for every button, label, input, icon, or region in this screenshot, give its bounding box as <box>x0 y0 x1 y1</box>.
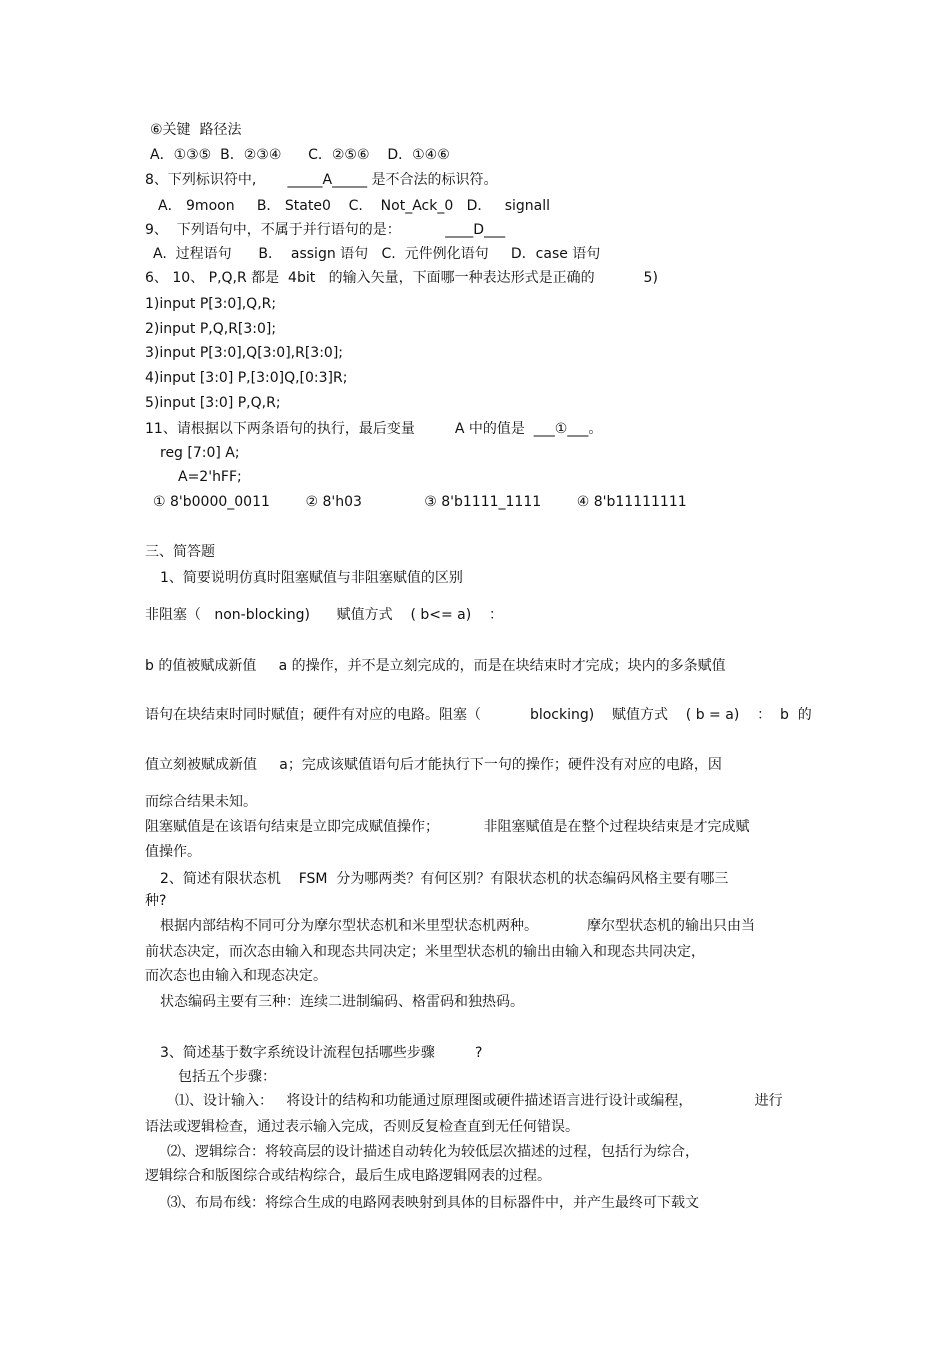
text-line: 11、请根据以下两条语句的执行，最后变量 A 中的值是 ___①___。 <box>145 421 603 437</box>
text-line: 8、下列标识符中, _____A_____ 是不合法的标识符。 <box>145 172 498 188</box>
question-line: 3、简述基于数字系统设计流程包括哪些步骤 ? <box>160 1045 483 1061</box>
text-line: 而次态也由输入和现态决定。 <box>145 968 327 984</box>
text-line: b 的值被赋成新值 a 的操作，并不是立刻完成的，而是在块结束时才完成；块内的多条赋值 <box>145 658 726 674</box>
text-line: 值操作。 <box>145 844 201 860</box>
text-line: 3)input P[3:0],Q[3:0],R[3:0]; <box>145 345 344 361</box>
text-line: 语法或逻辑检查，通过表示输入完成，否则反复检查直到无任何错误。 <box>145 1119 579 1135</box>
question-line: 2、简述有限状态机 FSM 分为哪两类？有何区别？有限状态机的状态编码风格主要有哪三 <box>160 871 729 887</box>
text-line: 状态编码主要有三种：连续二进制编码、格雷码和独热码。 <box>160 994 524 1010</box>
text-line: 包括五个步骤： <box>178 1069 276 1085</box>
text-line: ⑥关键 路径法 <box>150 122 242 138</box>
text-line: reg [7:0] A; <box>160 445 240 461</box>
question-line: 1、简要说明仿真时阻塞赋值与非阻塞赋值的区别 <box>160 570 463 586</box>
text-line: 逻辑综合和版图综合或结构综合，最后生成电路逻辑网表的过程。 <box>145 1168 551 1184</box>
text-line: ⑶、布局布线：将综合生成的电路网表映射到具体的目标器件中，并产生最终可下载文 <box>167 1195 699 1211</box>
text-line: ⑵、逻辑综合：将较高层的设计描述自动转化为较低层次描述的过程，包括行为综合， <box>167 1144 699 1160</box>
text-line: 非阻塞（ non-blocking) 赋值方式 ( b<= a) ： <box>145 607 504 623</box>
text-line: 6、 10、 P,Q,R 都是 4bit 的输入矢量，下面哪一种表达形式是正确的 5) <box>145 270 658 286</box>
text-line: ① 8'b0000_0011 ② 8'h03 ③ 8'b1111_1111 ④ 8'b11111111 <box>153 494 687 510</box>
text-line: 语句在块结束时同时赋值；硬件有对应的电路。阻塞（ blocking) 赋值方式 ( b = a) ： b 的 <box>145 707 812 723</box>
text-line: 阻塞赋值是在该语句结束是立即完成赋值操作； 非阻塞赋值是在整个过程块结束是才完成赋 <box>145 819 750 835</box>
text-line: 前状态决定，而次态由输入和现态共同决定；米里型状态机的输出由输入和现态共同决定， <box>145 944 705 960</box>
text-line: 1)input P[3:0],Q,R; <box>145 296 277 312</box>
text-line: 2)input P,Q,R[3:0]; <box>145 321 277 337</box>
text-line: A. 过程语句 B． assign 语句 C. 元件例化语句 D．case 语句 <box>153 246 601 262</box>
text-line: 值立刻被赋成新值 a；完成该赋值语句后才能执行下一句的操作；硬件没有对应的电路，因 <box>145 757 722 773</box>
text-line: A=2'hFF; <box>178 469 242 485</box>
text-line: A． 9moon B． State0 C. Not_Ack_0 D． signall <box>158 198 551 214</box>
text-line: A．①③⑤ B．②③④ C．②⑤⑥ D．①④⑥ <box>150 147 450 163</box>
section-heading: 三、简答题 <box>145 544 215 560</box>
text-line: ⑴、设计输入： 将设计的结构和功能通过原理图或硬件描述语言进行设计或编程， 进行 <box>175 1093 783 1109</box>
text-line: 5)input [3:0] P,Q,R; <box>145 395 281 411</box>
text-line: 根据内部结构不同可分为摩尔型状态机和米里型状态机两种。 摩尔型状态机的输出只由当 <box>160 918 755 934</box>
text-line: 4)input [3:0] P,[3:0]Q,[0:3]R; <box>145 370 348 386</box>
text-line: 而综合结果未知。 <box>145 794 257 810</box>
text-line: 9、 下列语句中，不属于并行语句的是： ____D___ <box>145 222 506 238</box>
question-line: 种? <box>145 893 167 909</box>
